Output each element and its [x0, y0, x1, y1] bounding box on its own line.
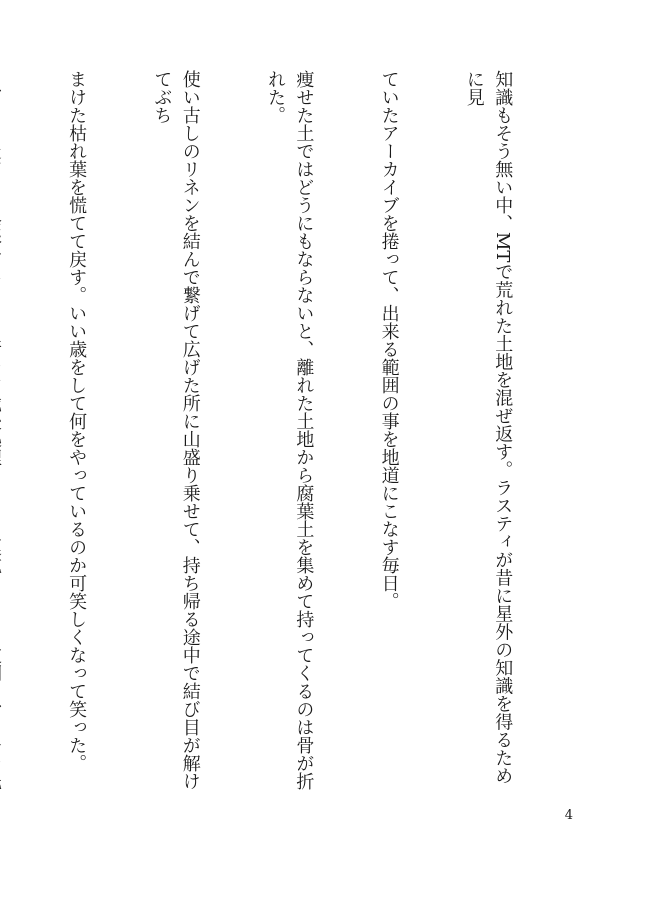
text-line: 使い古しのリネンを結んで繋げて広げた所に山盛り乗せて、持ち帰る途中で結び目が解けてぶち: [151, 70, 201, 790]
page-number: 4: [564, 808, 573, 823]
text-line: ていたアーカイブを捲って、出来る範囲の事を地道にこなす毎日。: [378, 70, 400, 610]
text-line: 痩せた土ではどうにもならないと、離れた土地から腐葉土を集めて持ってくるのは骨が折れた。: [264, 70, 315, 790]
text-line: まけた枯れ葉を慌てて戻す。いい歳をして何をやっているのか可笑しくなって笑った。: [66, 70, 88, 772]
vertical-body-text: [0, 70, 573, 790]
text-line: [0, 70, 5, 790]
text-line: 知識もそう無い中、MTで荒れた土地を混ぜ返す。ラスティが昔に星外の知識を得るために見: [463, 70, 514, 785]
